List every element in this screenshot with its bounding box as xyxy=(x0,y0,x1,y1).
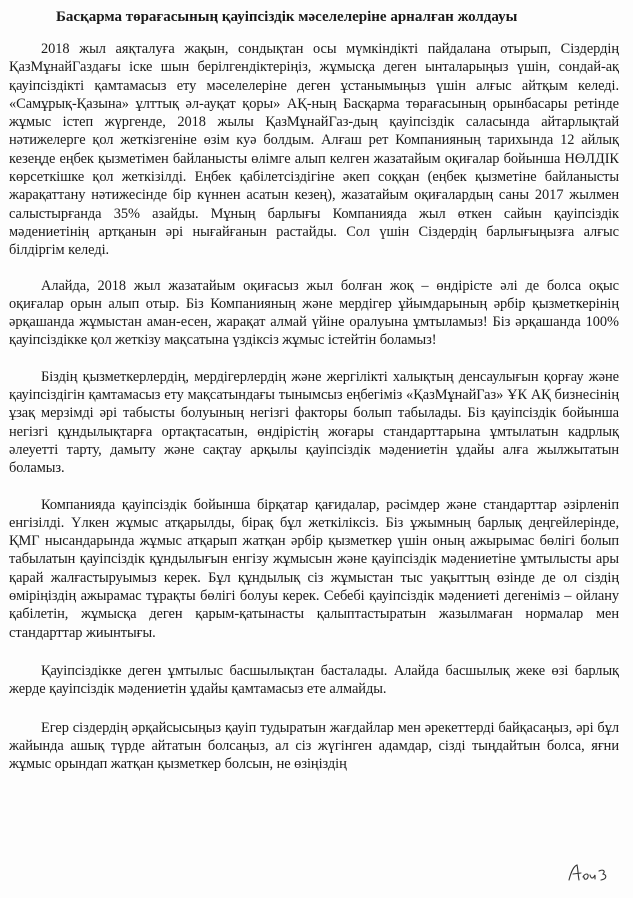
paragraph: Егер сіздердің әрқайсысыңыз қауіп тудыратын жағдайлар мен әрекеттерді байқасаңыз, әрі бұл жайында ашық түрде айтатын болсаңыз, ал сіз жүгінген адамдар, сізді тыңдайтын болса, яғни жұмыс орындап жатқан қызметкер болсын, не өзіңіздің xyxy=(9,719,619,773)
handwritten-signature xyxy=(565,860,615,886)
paragraph: 2018 жыл аяқталуға жақын, сондықтан осы мүмкіндікті пайдалана отырып, Сіздердің ҚазМұнайГаздағы іске шын берілгендіктеріңіз, жұмысқа деген ынталарыңыз үшін, сондай-ақ қауіпсіздікті қамтамасыз ету мәселелеріне деген ұстанымыңыз үшін алғыс айтқым келеді. «Самұрық-Қазына» ұлттық әл-ауқат қоры» АҚ-ның Басқарма төрағасының орынбасары ретінде жұмыс істеп жүргенде, 2018 жылы ҚазМұнайГаз-дың қауіпсіздік саласында айтарлықтай нәтижелерге қол жеткізгеніне өзім куә болдым. Алғаш рет Компанияның тарихында 12 айлық кезеңде еңбек қызметімен байланысты өлімге алып келген жазатайым оқиғалар бойынша НӨЛДІК көрсеткішке қол жеткізілді. Еңбек қабілетсіздігіне әкеп соққан (еңбек қызметіне байланысты жарақаттану нәтижесінде бір күннен асатын кезең), жазатайым оқиғалардың саны 2017 жылмен салыстырғанда 35% азайды. Мұның барлығы Компанияда жыл өткен сайын қауіпсіздік мәдениетінің артқанын әрі нығайғанын растайды. Сол үшін Сіздердің барлығыңызға алғыс білдіргім келеді. xyxy=(9,41,619,259)
paragraph: Біздің қызметкерлердің, мердігерлердің және жергілікті халықтың денсаулығын қорғау және қауіпсіздігін қамтамасыз ету мақсатындағы тынымсыз еңбегіміз «ҚазМұнайГаз» ҰК АҚ бизнесінің ұзақ мерзімді әрі табысты болуының негізгі факторы болып табылады. Біз қауіпсіздік бойынша негізгі құндылықтарға ортақтасатын, өндірістің жоғары стандарттарына ұмтылатын кадрлық әлеуетті тарту, дамыту және сақтау арқылы қауіпсіздік мәдениетін ұдайы алға жылжытатын боламыз. xyxy=(9,368,619,477)
document-body xyxy=(9,40,619,773)
document-title: Басқарма төрағасының қауіпсіздік мәселелеріне арналған жолдауы xyxy=(56,9,518,25)
paragraph: Қауіпсіздікке деген ұмтылыс басшылықтан басталады. Алайда басшылық жеке өзі барлық жерде қауіпсіздік мәдениетін ұдайы қамтамасыз ете алмайды. xyxy=(9,662,619,698)
paragraph: Алайда, 2018 жыл жазатайым оқиғасыз жыл болған жоқ – өндірісте әлі де болса оқыс оқиғалар орын алып отыр. Біз Компанияның және мердігер ұйымдарының әрбір қызметкерінің әрқашанда жұмыстан аман-есен, жарақат алмай үйіне оралуына ұмтыламыз! Біз әрқашанда 100% қауіпсіздікке қол жеткізу мақсатына үздіксіз жұмыс істейтін боламыз! xyxy=(9,277,619,349)
paragraph: Компанияда қауіпсіздік бойынша бірқатар қағидалар, рәсімдер және стандарттар әзірленіп енгізілді. Үлкен жұмыс атқарылды, бірақ бұл жеткіліксіз. Біз ұжымның барлық деңгейлерінде, ҚМГ нысандарында жұмыс атқарып жатқан әрбір қызметкер үшін оның ажырымас бөлігі болып табылатын қауіпсіздік құндылығын енгізу жұмысын және қауіпсіздік мәдениетіне ұмтылысты ары қарай жалғастыруымыз керек. Бұл құндылық сіз жұмыстан тыс уақыттың өзінде де ол сіздің өміріңіздің ажырамас тұрақты бөлігі болуы керек. Себебі қауіпсіздік мәдениеті дегеніміз – ойлану қабілетін, жұмысқа деген қарым-қатынасты қалыптастыратын жазылмаған нормалар мен стандарттар жиынтығы. xyxy=(9,496,619,641)
